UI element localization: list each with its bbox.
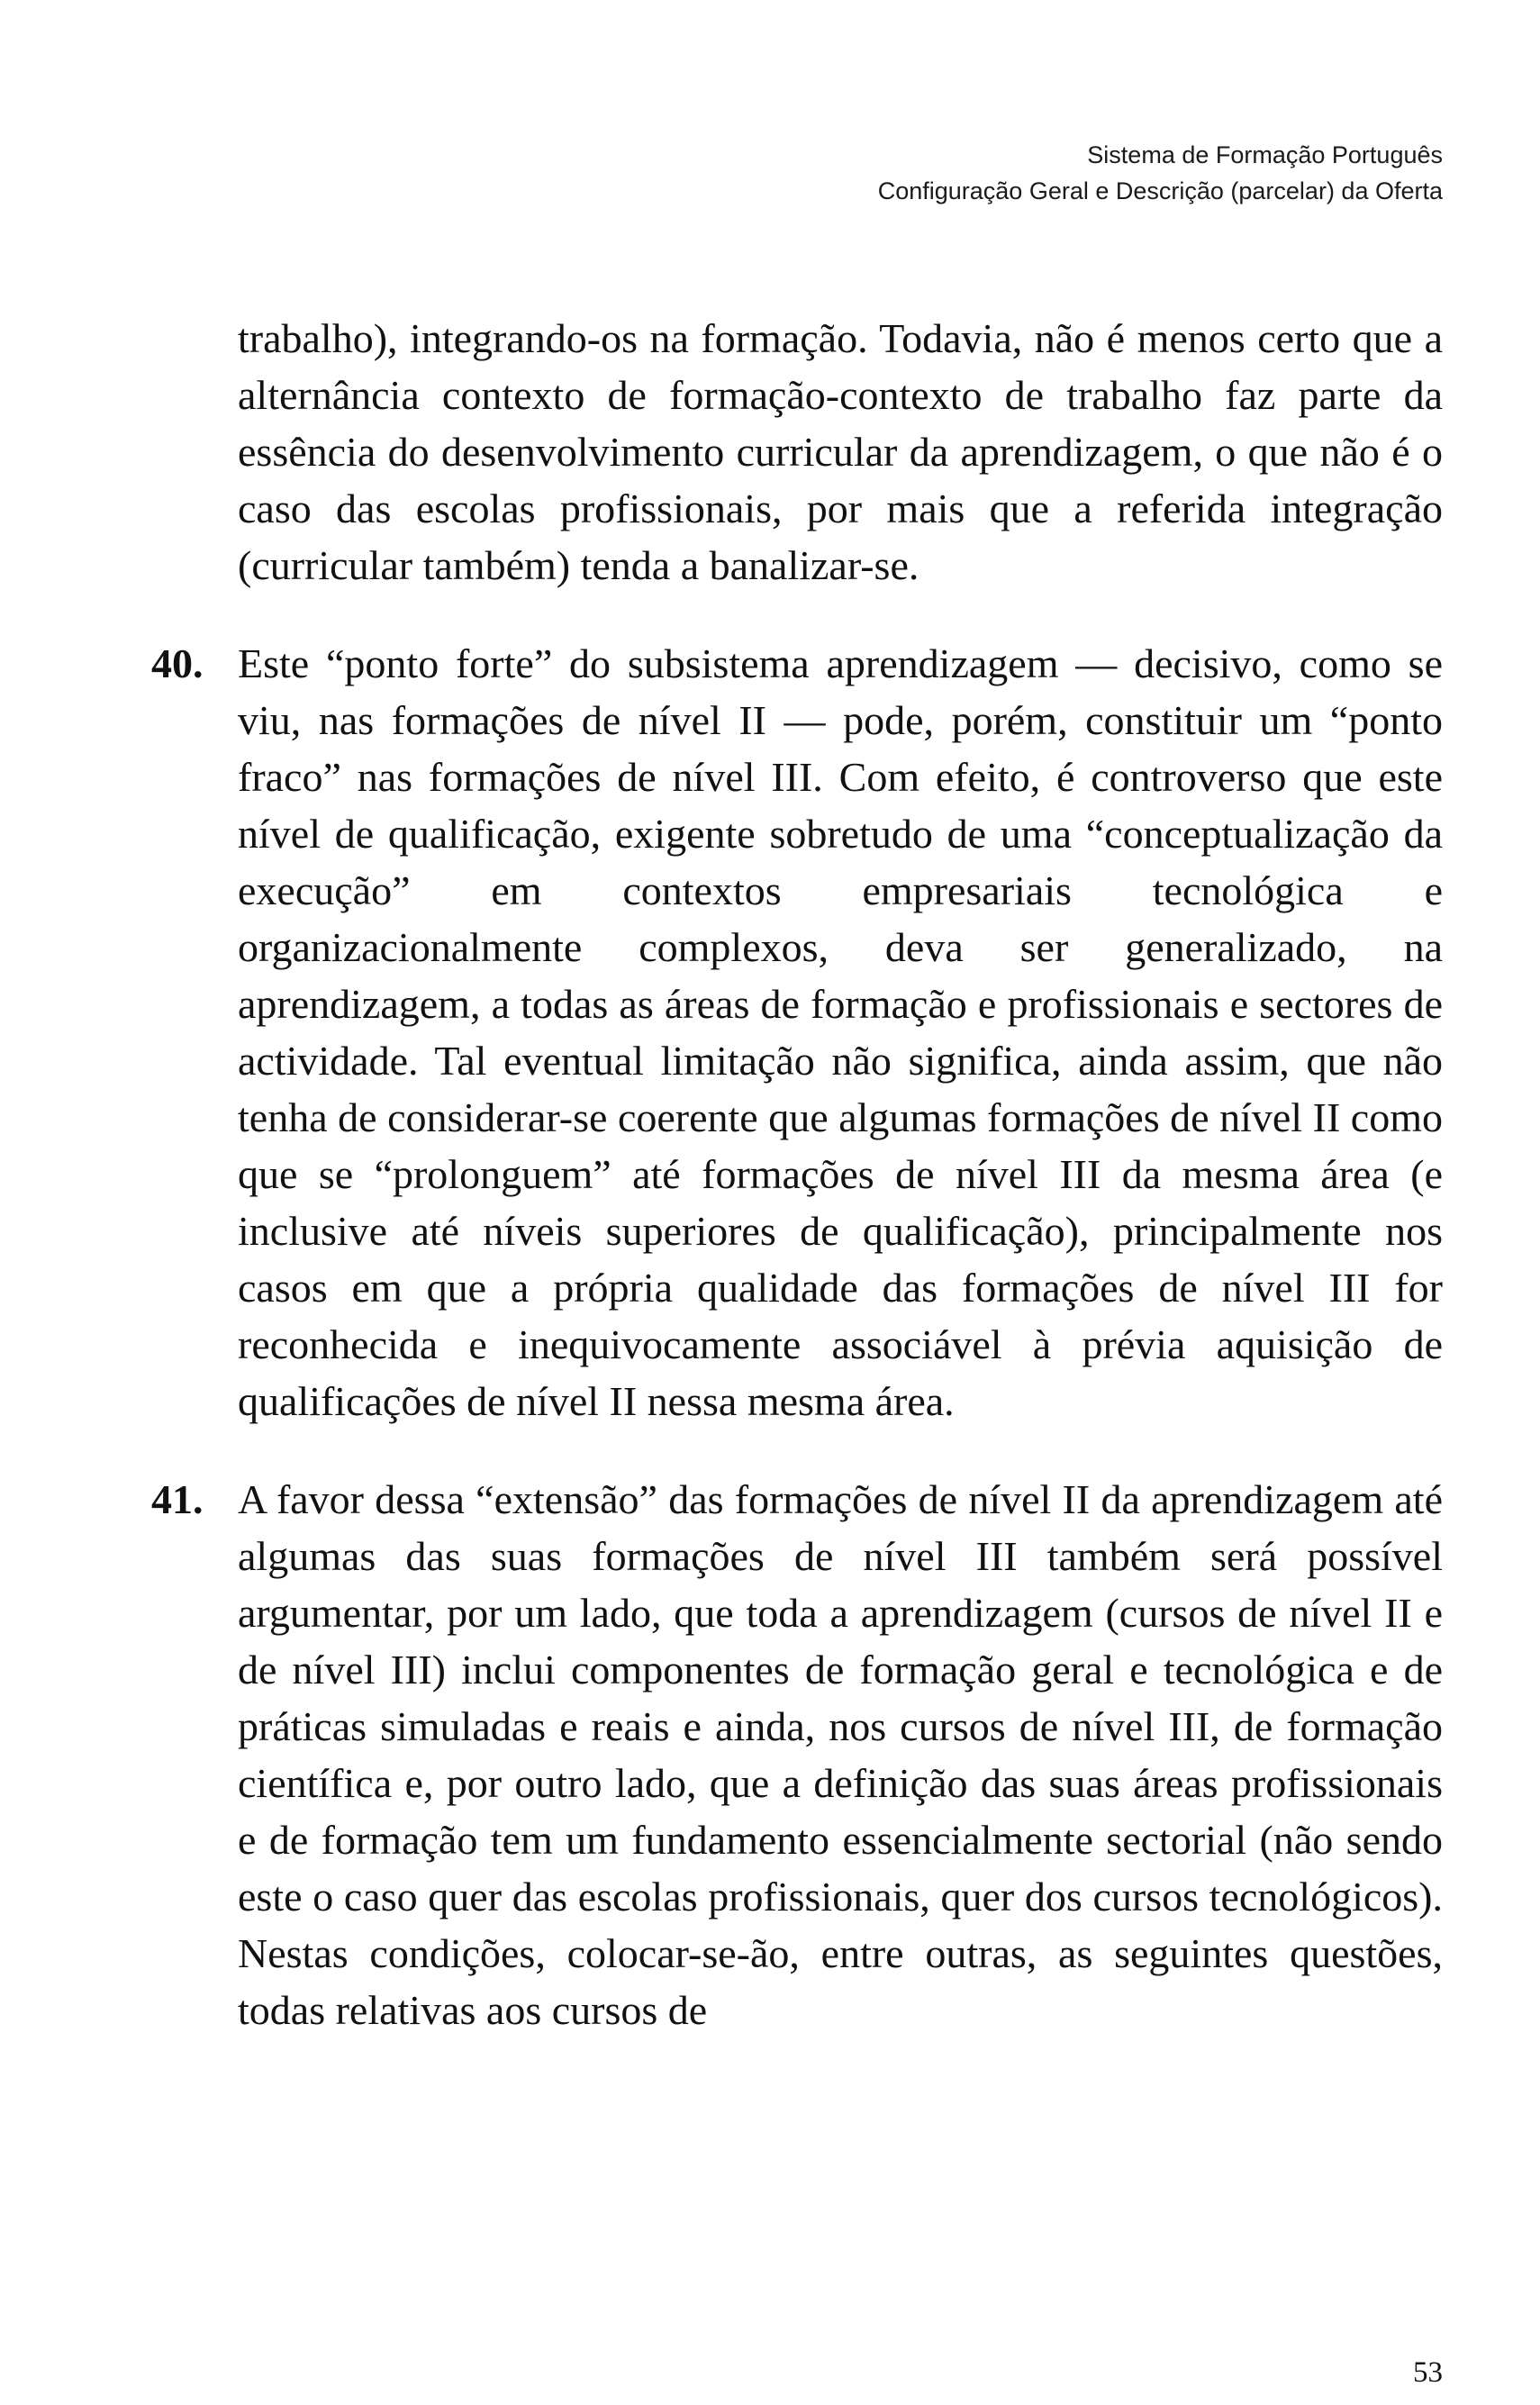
page-body xyxy=(151,310,1443,2038)
paragraph-number: 40. xyxy=(151,640,204,686)
paragraph-continuation xyxy=(238,310,1443,594)
paragraph-41 xyxy=(151,1471,1443,2038)
running-header xyxy=(878,137,1443,209)
paragraph-40 xyxy=(151,635,1443,1429)
paragraph-number: 41. xyxy=(151,1476,204,1522)
page-number: 53 xyxy=(1413,2356,1443,2389)
paragraph-text: trabalho), integrando-os na formação. Todavia, não é menos certo que a alternância contexto de formação-contexto de trabalho faz parte da essência do desenvolvimento curricular da aprendizagem, o que não é o caso das escolas profissionais, por mais que a referida integração (curricular também) tenda a banalizar-se. xyxy=(238,315,1443,588)
header-subtitle: Configuração Geral e Descrição (parcelar) da Oferta xyxy=(877,177,1443,204)
paragraph-text: A favor dessa “extensão” das formações de nível II da aprendizagem até algumas das suas formações de nível III também será possível argumentar, por um lado, que toda a aprendizagem (cursos de nível II e de nível III) inclui componentes de formação geral e tecnológica e de práticas simuladas e reais e ainda, nos cursos de nível III, de formação científica e, por outro lado, que a definição das suas áreas profissionais e de formação tem um fundamento essencialmente sectorial (não sendo este o caso quer das escolas profissionais, quer dos cursos tecnológicos). Nestas condições, colocar-se-ão, entre outras, as seguintes questões, todas relativas aos cursos de xyxy=(238,1476,1443,2033)
paragraph-text: Este “ponto forte” do subsistema aprendizagem — decisivo, como se viu, nas formações de nível II — pode, porém, constituir um “ponto fraco” nas formações de nível III. Com efeito, é controverso que este nível de qualificação, exigente sobretudo de uma “conceptualização da execução” em contextos empresariais tecnológica e organizacionalmente complexos, deva ser generalizado, na aprendizagem, a todas as áreas de formação e profissionais e sectores de actividade. Tal eventual limitação não significa, ainda assim, que não tenha de considerar-se coerente que algumas formações de nível II como que se “prolonguem” até formações de nível III da mesma área (e inclusive até níveis superiores de qualificação), principalmente nos casos em que a própria qualidade das formações de nível III for reconhecida e inequivocamente associável à prévia aquisição de qualificações de nível II nessa mesma área. xyxy=(238,640,1443,1424)
header-title: Sistema de Formação Português xyxy=(1087,141,1443,168)
